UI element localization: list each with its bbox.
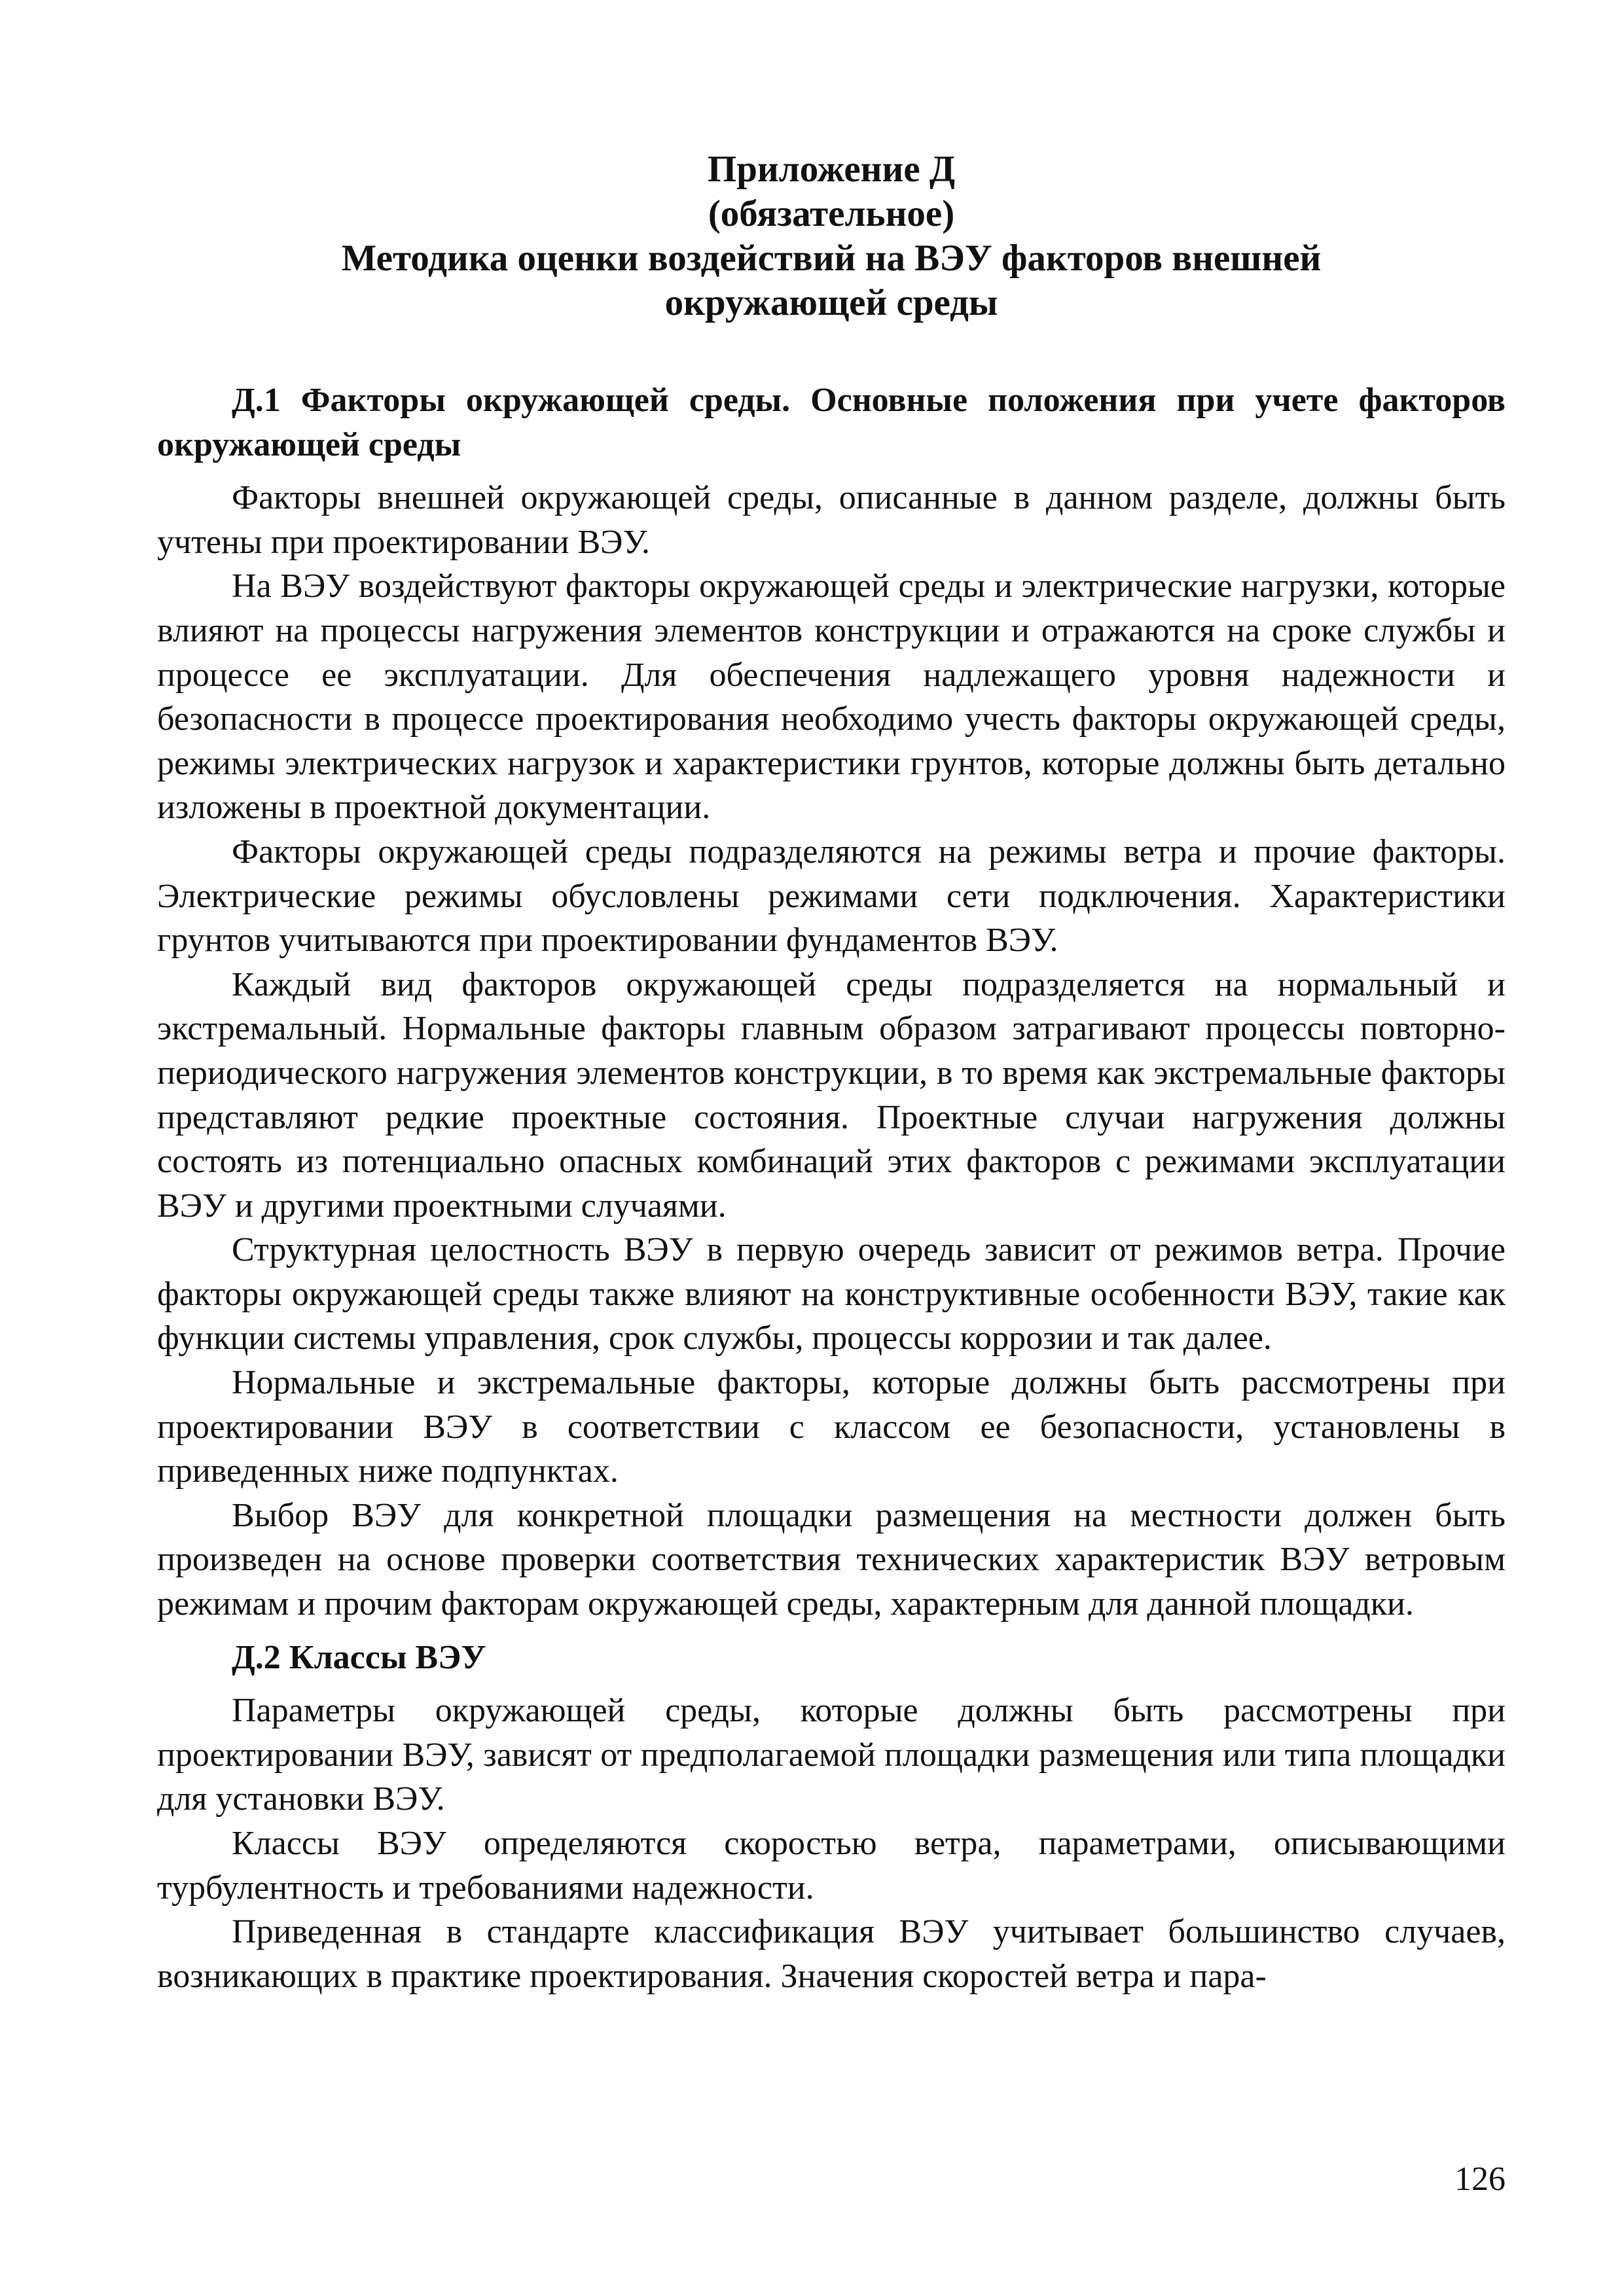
- section-heading-d1: Д.1 Факторы окружающей среды. Основные положения при учете факторов окружающей среды: [157, 382, 1506, 463]
- page-number: 126: [1454, 2161, 1506, 2198]
- paragraph: Нормальные и экстремальные факторы, которые должны быть рассмотрены при проектировании ВЭУ в соответствии с классом ее безопасности, установлены в приведенных ниже подпунктах.: [157, 1364, 1506, 1490]
- paragraph: На ВЭУ воздействуют факторы окружающей среды и электрические нагрузки, которые влияют на процессы нагружения элементов конструкции и отражаются на сроке службы и процессе ее эксплуатации. Для обеспечения надлежащего уровня надежности и безопасности в процессе проектирования необходимо учесть факторы окружающей среды, режимы электрических нагрузок и характеристики грунтов, которые должны быть детально изложены в проектной документации.: [157, 567, 1506, 827]
- document-body: [157, 378, 1506, 1998]
- appendix-title-block: [157, 147, 1506, 325]
- appendix-name-line-1: Методика оценки воздействий на ВЭУ факторов внешней: [341, 238, 1322, 279]
- paragraph: Каждый вид факторов окружающей среды подразделяется на нормальный и экстремальный. Нормальные факторы главным образом затрагивают процессы повторно-периодического нагружения элементов конструкции, в то время как экстремальные факторы представляют редкие проектные состояния. Проектные случаи нагружения должны состоять из потенциально опасных комбинаций этих факторов с режимами эксплуатации ВЭУ и другими проектными случаями.: [157, 965, 1506, 1225]
- appendix-name-line-2: окружающей среды: [664, 282, 998, 323]
- paragraph: Параметры окружающей среды, которые должны быть рассмотрены при проектировании ВЭУ, зависят от предполагаемой площадки размещения или типа площадки для установки ВЭУ.: [157, 1692, 1506, 1818]
- paragraph: Приведенная в стандарте классификация ВЭУ учитывает большинство случаев, возникающих в практике проектирования. Значения скоростей ветра и пара-: [157, 1913, 1506, 1995]
- paragraph: Факторы окружающей среды подразделяются на режимы ветра и прочие факторы. Электрические режимы обусловлены режимами сети подключения. Характеристики грунтов учитываются при проектировании фундаментов ВЭУ.: [157, 833, 1506, 960]
- paragraph: Структурная целостность ВЭУ в первую очередь зависит от режимов ветра. Прочие факторы окружающей среды также влияют на конструктивные особенности ВЭУ, такие как функции системы управления, срок службы, процессы коррозии и так далее.: [157, 1231, 1506, 1357]
- paragraph: Факторы внешней окружающей среды, описанные в данном разделе, должны быть учтены при проектировании ВЭУ.: [157, 479, 1506, 561]
- appendix-title: Приложение Д: [707, 149, 956, 190]
- paragraph: Выбор ВЭУ для конкретной площадки размещения на местности должен быть произведен на основе проверки соответствия технических характеристик ВЭУ ветровым режимам и прочим факторам окружающей среды, характерным для данной площадки.: [157, 1496, 1506, 1623]
- appendix-status: (обязательное): [708, 193, 955, 234]
- paragraph: Классы ВЭУ определяются скоростью ветра, параметрами, описывающими турбулентность и требованиями надежности.: [157, 1825, 1506, 1907]
- section-heading-d2: Д.2 Классы ВЭУ: [232, 1638, 486, 1676]
